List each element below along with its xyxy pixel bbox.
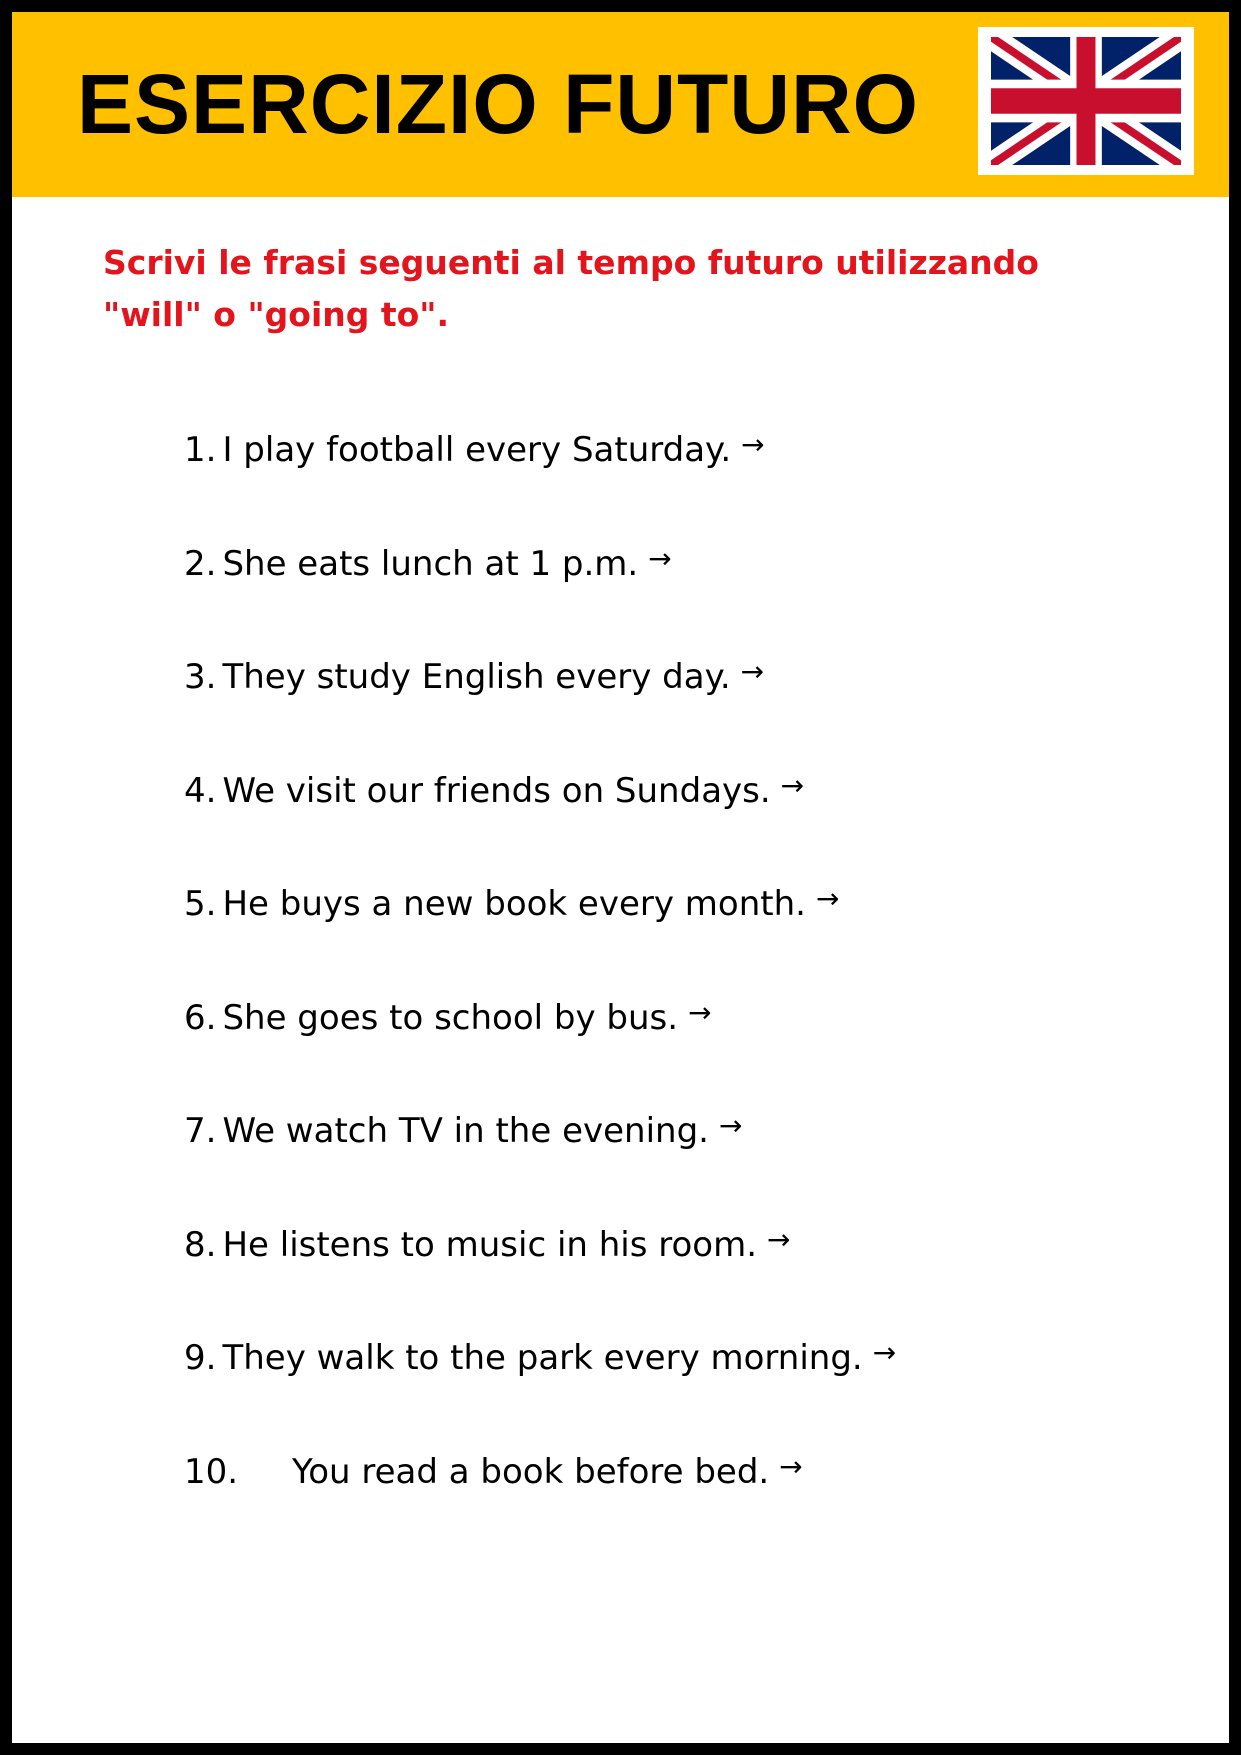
arrow-right-icon: → [718, 1109, 743, 1142]
exercise-item-3 [184, 657, 896, 771]
exercise-item-8 [184, 1222, 896, 1339]
exercise-item-1 [184, 430, 896, 544]
exercise-sentence: They study English every day. [222, 657, 731, 697]
exercise-item-6 [184, 995, 896, 1112]
exercise-sentence: We watch TV in the evening. [222, 1111, 709, 1151]
arrow-right-icon: → [740, 655, 765, 688]
exercise-item-2 [184, 541, 896, 658]
exercise-sentence: He buys a new book every month. [222, 884, 806, 924]
exercise-sentence: He listens to music in his room. [222, 1224, 758, 1265]
arrow-right-icon: → [741, 428, 765, 461]
arrow-right-icon: → [872, 1336, 897, 1369]
exercise-item-5 [184, 884, 896, 998]
exercise-sentence: We visit our friends on Sundays. [222, 770, 771, 811]
exercise-number: 7. [184, 1111, 217, 1151]
exercise-number: 8. [184, 1224, 217, 1265]
exercise-sentence: I play football every Saturday. [222, 430, 732, 470]
instruction-line-1: Scrivi le frasi seguenti al tempo futuro utilizzando [103, 243, 1039, 282]
exercise-list [184, 430, 896, 1565]
exercise-number: 5. [184, 884, 217, 924]
exercise-number: 4. [184, 770, 217, 811]
exercise-item-10 [184, 1449, 896, 1566]
arrow-right-icon: → [767, 1222, 791, 1256]
exercise-number: 2. [184, 543, 217, 584]
arrow-right-icon: → [815, 882, 840, 915]
exercise-number: 3. [184, 657, 217, 697]
arrow-right-icon: → [779, 1449, 803, 1483]
exercise-sentence: They walk to the park every morning. [222, 1338, 863, 1378]
arrow-right-icon: → [780, 768, 805, 802]
instruction-text [103, 237, 1103, 341]
united-kingdom-flag-icon [991, 37, 1181, 165]
flag-frame [978, 27, 1194, 175]
page-title: ESERCIZIO FUTURO [77, 57, 920, 151]
arrow-right-icon: → [648, 541, 672, 575]
exercise-number: 10. [184, 1451, 239, 1492]
exercise-sentence: She eats lunch at 1 p.m. [222, 543, 639, 584]
exercise-sentence: You read a book before bed. [292, 1451, 770, 1492]
instruction-line-2: "will" o "going to". [103, 295, 450, 334]
exercise-number: 9. [184, 1338, 217, 1378]
exercise-number: 1. [184, 430, 217, 470]
exercise-item-4 [184, 768, 896, 885]
exercise-number: 6. [184, 997, 217, 1038]
arrow-right-icon: → [688, 995, 712, 1029]
header-band [12, 12, 1229, 197]
exercise-item-9 [184, 1338, 896, 1452]
exercise-item-7 [184, 1111, 896, 1225]
exercise-sentence: She goes to school by bus. [222, 997, 679, 1038]
